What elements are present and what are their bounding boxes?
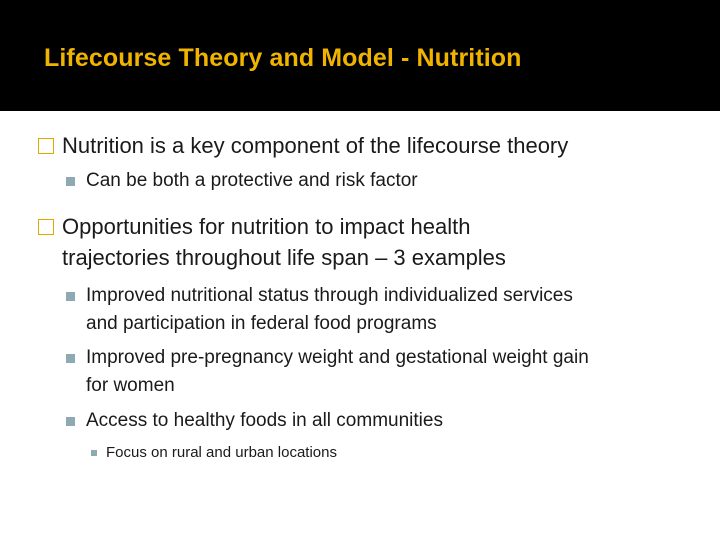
- square-outline-icon: [38, 138, 54, 154]
- bullet-2-sub-1-line-1: Improved nutritional status through individualized services: [86, 285, 573, 306]
- bullet-2-line-1: Opportunities for nutrition to impact health: [62, 214, 471, 239]
- square-bullet-icon: [66, 417, 75, 426]
- bullet-1-text: Nutrition is a key component of the lifecourse theory: [62, 133, 569, 158]
- bullet-2-line-2: trajectories throughout life span – 3 examples: [62, 245, 506, 270]
- square-outline-icon: [38, 219, 54, 235]
- bullet-1-sub-1-text: Can be both a protective and risk factor: [86, 170, 418, 191]
- bullet-2-sub-3-sub-1-text: Focus on rural and urban locations: [106, 444, 337, 461]
- bullet-2-sub-3-text: Access to healthy foods in all communities: [86, 410, 443, 431]
- square-bullet-icon: [91, 450, 97, 456]
- square-bullet-icon: [66, 292, 75, 301]
- bullet-2-sub-2-line-1: Improved pre-pregnancy weight and gestational weight gain: [86, 347, 589, 368]
- bullet-2-sub-2-line-2: for women: [86, 375, 175, 396]
- slide-title: Lifecourse Theory and Model - Nutrition: [44, 44, 522, 72]
- title-bar: [0, 0, 720, 111]
- square-bullet-icon: [66, 177, 75, 186]
- square-bullet-icon: [66, 354, 75, 363]
- bullet-2-sub-1-line-2: and participation in federal food programs: [86, 313, 437, 334]
